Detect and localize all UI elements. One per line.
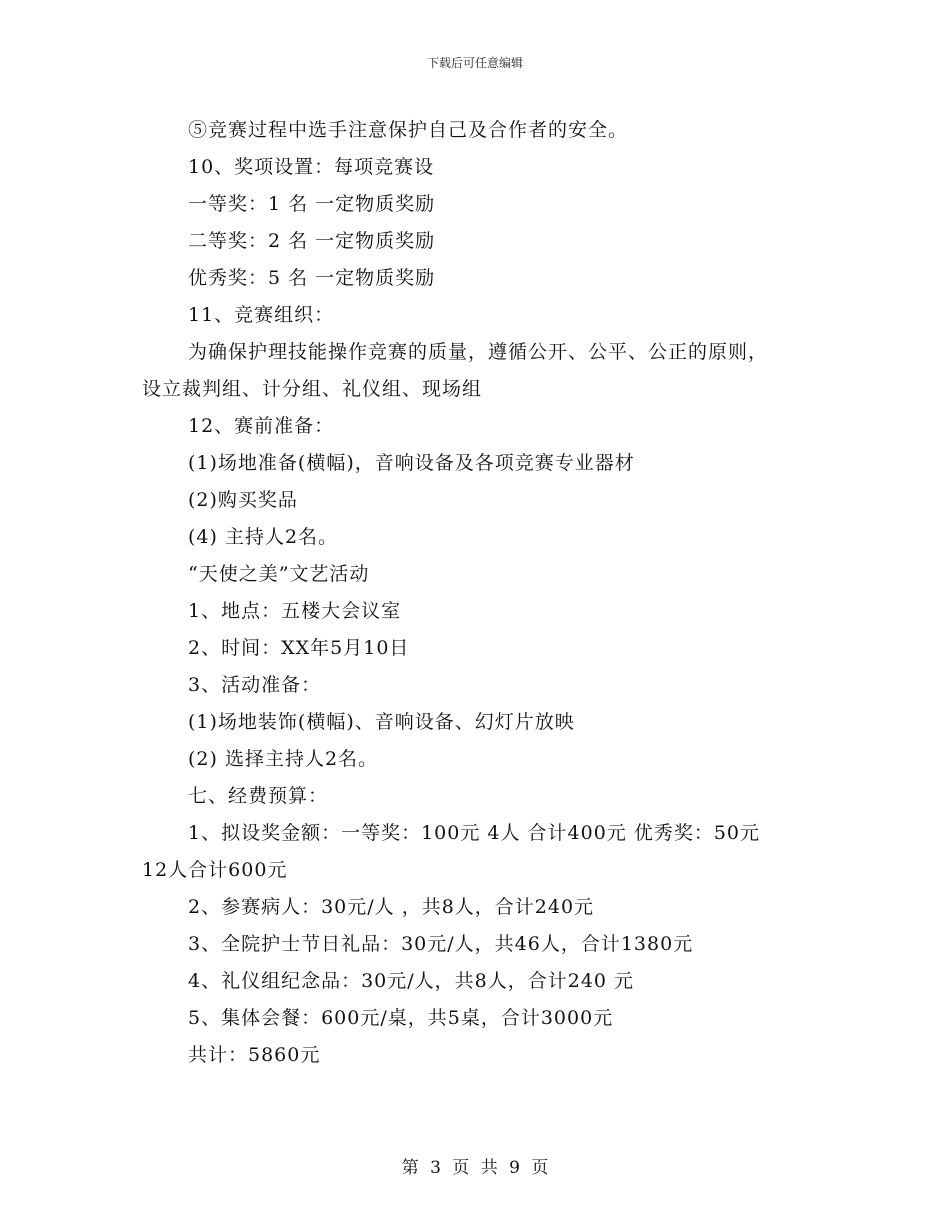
text-line: 4、礼仪组纪念品：30元/人，共8人，合计240 元 — [188, 970, 635, 992]
text-line: (2) 选择主持人2名。 — [188, 748, 379, 770]
total-line: 共计：5860元 — [188, 1044, 321, 1066]
text-line: 5、集体会餐：600元/桌，共5桌，合计3000元 — [188, 1007, 614, 1029]
text-line: (1)场地装饰(横幅)、音响设备、幻灯片放映 — [188, 711, 575, 733]
document-body — [142, 112, 812, 1074]
text-line: (2)购买奖品 — [188, 489, 298, 511]
text-line: 2、参赛病人：30元/人 ，共8人，合计240元 — [188, 896, 595, 918]
text-line: 11、竞赛组织： — [188, 304, 335, 326]
text-line: (4) 主持人2名。 — [188, 526, 339, 548]
text-line: 12、赛前准备： — [188, 415, 335, 437]
text-line: 10、奖项设置：每项竞赛设 — [188, 156, 435, 178]
text-line: 一等奖：1 名 一定物质奖励 — [188, 193, 436, 215]
section-heading: 七、经费预算： — [188, 785, 329, 807]
page-header: 下载后可任意编辑 — [426, 56, 523, 70]
text-line: 1、拟设奖金额：一等奖：100元 4人 合计400元 优秀奖：50元 — [188, 822, 761, 844]
page-number: 第 3 页 共 9 页 — [401, 1158, 549, 1178]
text-line: ⑤竞赛过程中选手注意保护自己及合作者的安全。 — [188, 119, 629, 141]
text-line: 3、活动准备： — [188, 674, 322, 696]
text-line: 3、全院护士节日礼品：30元/人，共46人，合计1380元 — [188, 933, 694, 955]
text-line: 为确保护理技能操作竞赛的质量，遵循公开、公平、公正的原则， — [188, 341, 769, 363]
text-line: 设立裁判组、计分组、礼仪组、现场组 — [142, 378, 483, 400]
text-line: 1、地点：五楼大会议室 — [188, 600, 402, 622]
section-heading: “天使之美”文艺活动 — [188, 563, 370, 585]
text-line: 优秀奖：5 名 一定物质奖励 — [188, 267, 436, 289]
text-line: 二等奖：2 名 一定物质奖励 — [188, 230, 436, 252]
text-line: (1)场地准备(横幅)，音响设备及各项竞赛专业器材 — [188, 452, 635, 474]
text-line: 2、时间：XX年5月10日 — [188, 637, 410, 659]
text-line: 12人合计600元 — [142, 859, 288, 881]
